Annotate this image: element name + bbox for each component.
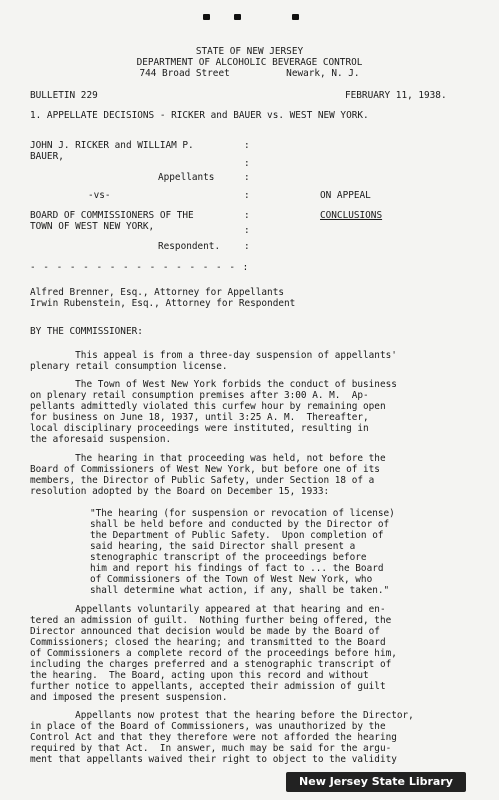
paragraph-4: Appellants voluntarily appeared at that hearing and en- tered an admission of guilt. Nothing further being offered, the Director announced that decision would be made by the Board of Commissioners; closed the hearing; and transmitted to the Board of Commissioners a complete record of the proceedings before him, including the charges preferred and a stenographic transcript of the hearing. The Board, acting upon this record and without further notice to appellants, accepted their admission of guilt and imposed the present suspension. xyxy=(30,604,397,703)
resolution-quote: "The hearing (for suspension or revocation of license) shall be held before and conducted by the Director of the Department of Public Safety. Upon completion of said hearing, the said Director shall present a stenographic transcript of the proceedings before him and report his findings of fact to ... the Board of Commissioners of the Town of West New York, who shall determine what action, if any, shall be taken." xyxy=(90,508,395,596)
caption-colon: : xyxy=(244,140,250,151)
punch-mark xyxy=(234,14,241,20)
respondent-role: Respondent. xyxy=(158,241,221,252)
library-stamp: New Jersey State Library xyxy=(286,772,466,792)
appellants-name-cont: BAUER, xyxy=(30,151,64,162)
appellants-role: Appellants xyxy=(158,172,215,183)
caption-colon: : xyxy=(244,241,250,252)
header-address: 744 Broad Street Newark, N. J. xyxy=(139,68,360,79)
paragraph-5: Appellants now protest that the hearing before the Director, in place of the Board of Commissioners, was unauthorized by the Control Act and that they therefore were not afforded the hearing required by that Act. In answer, much may be said for the argu- ment that appellants waived their right to object to the validity xyxy=(30,710,414,765)
by-the-commissioner: BY THE COMMISSIONER: xyxy=(30,326,143,337)
punch-mark xyxy=(292,14,299,20)
versus: -vs- xyxy=(88,190,111,201)
respondent-name-cont: TOWN OF WEST NEW YORK, xyxy=(30,221,155,232)
caption-colon: : xyxy=(244,190,250,201)
bulletin-number: BULLETIN 229 xyxy=(30,90,98,101)
punch-mark xyxy=(203,14,210,20)
attorney-appellants: Alfred Brenner, Esq., Attorney for Appellants xyxy=(30,287,284,298)
caption-divider: - - - - - - - - - - - - - - - - : xyxy=(30,262,250,273)
paragraph-1: This appeal is from a three-day suspension of appellants' plenary retail consumption license. xyxy=(30,350,397,372)
caption-colon: : xyxy=(244,172,250,183)
header-department: DEPARTMENT OF ALCOHOLIC BEVERAGE CONTROL xyxy=(136,57,363,68)
paragraph-3: The hearing in that proceeding was held, not before the Board of Commissioners of West New York, but before one of its members, the Director of Public Safety, under Section 18 of a resolution adopted by the Board on December 15, 1933: xyxy=(30,453,386,497)
caption-colon: : xyxy=(244,158,250,169)
conclusions-label: CONCLUSIONS xyxy=(320,210,383,221)
caption-colon: : xyxy=(244,225,250,236)
attorney-respondent: Irwin Rubenstein, Esq., Attorney for Respondent xyxy=(30,298,296,309)
on-appeal-label: ON APPEAL xyxy=(320,190,371,201)
appellants-name: JOHN J. RICKER and WILLIAM P. xyxy=(30,140,194,151)
respondent-name: BOARD OF COMMISSIONERS OF THE xyxy=(30,210,194,221)
section-heading: 1. APPELLATE DECISIONS - RICKER and BAUER vs. WEST NEW YORK. xyxy=(30,110,369,121)
header-state: STATE OF NEW JERSEY xyxy=(195,46,304,57)
bulletin-date: FEBRUARY 11, 1938. xyxy=(345,90,447,101)
paragraph-2: The Town of West New York forbids the conduct of business on plenary retail consumption premises after 3:00 A. M. Ap- pellants admittedly violated this curfew hour by remaining open for business on June 18, 1937, until 3:25 A. M. Thereafter, local disciplinary proceedings were instituted, resulting in the aforesaid suspension. xyxy=(30,379,397,445)
caption-colon: : xyxy=(244,210,250,221)
